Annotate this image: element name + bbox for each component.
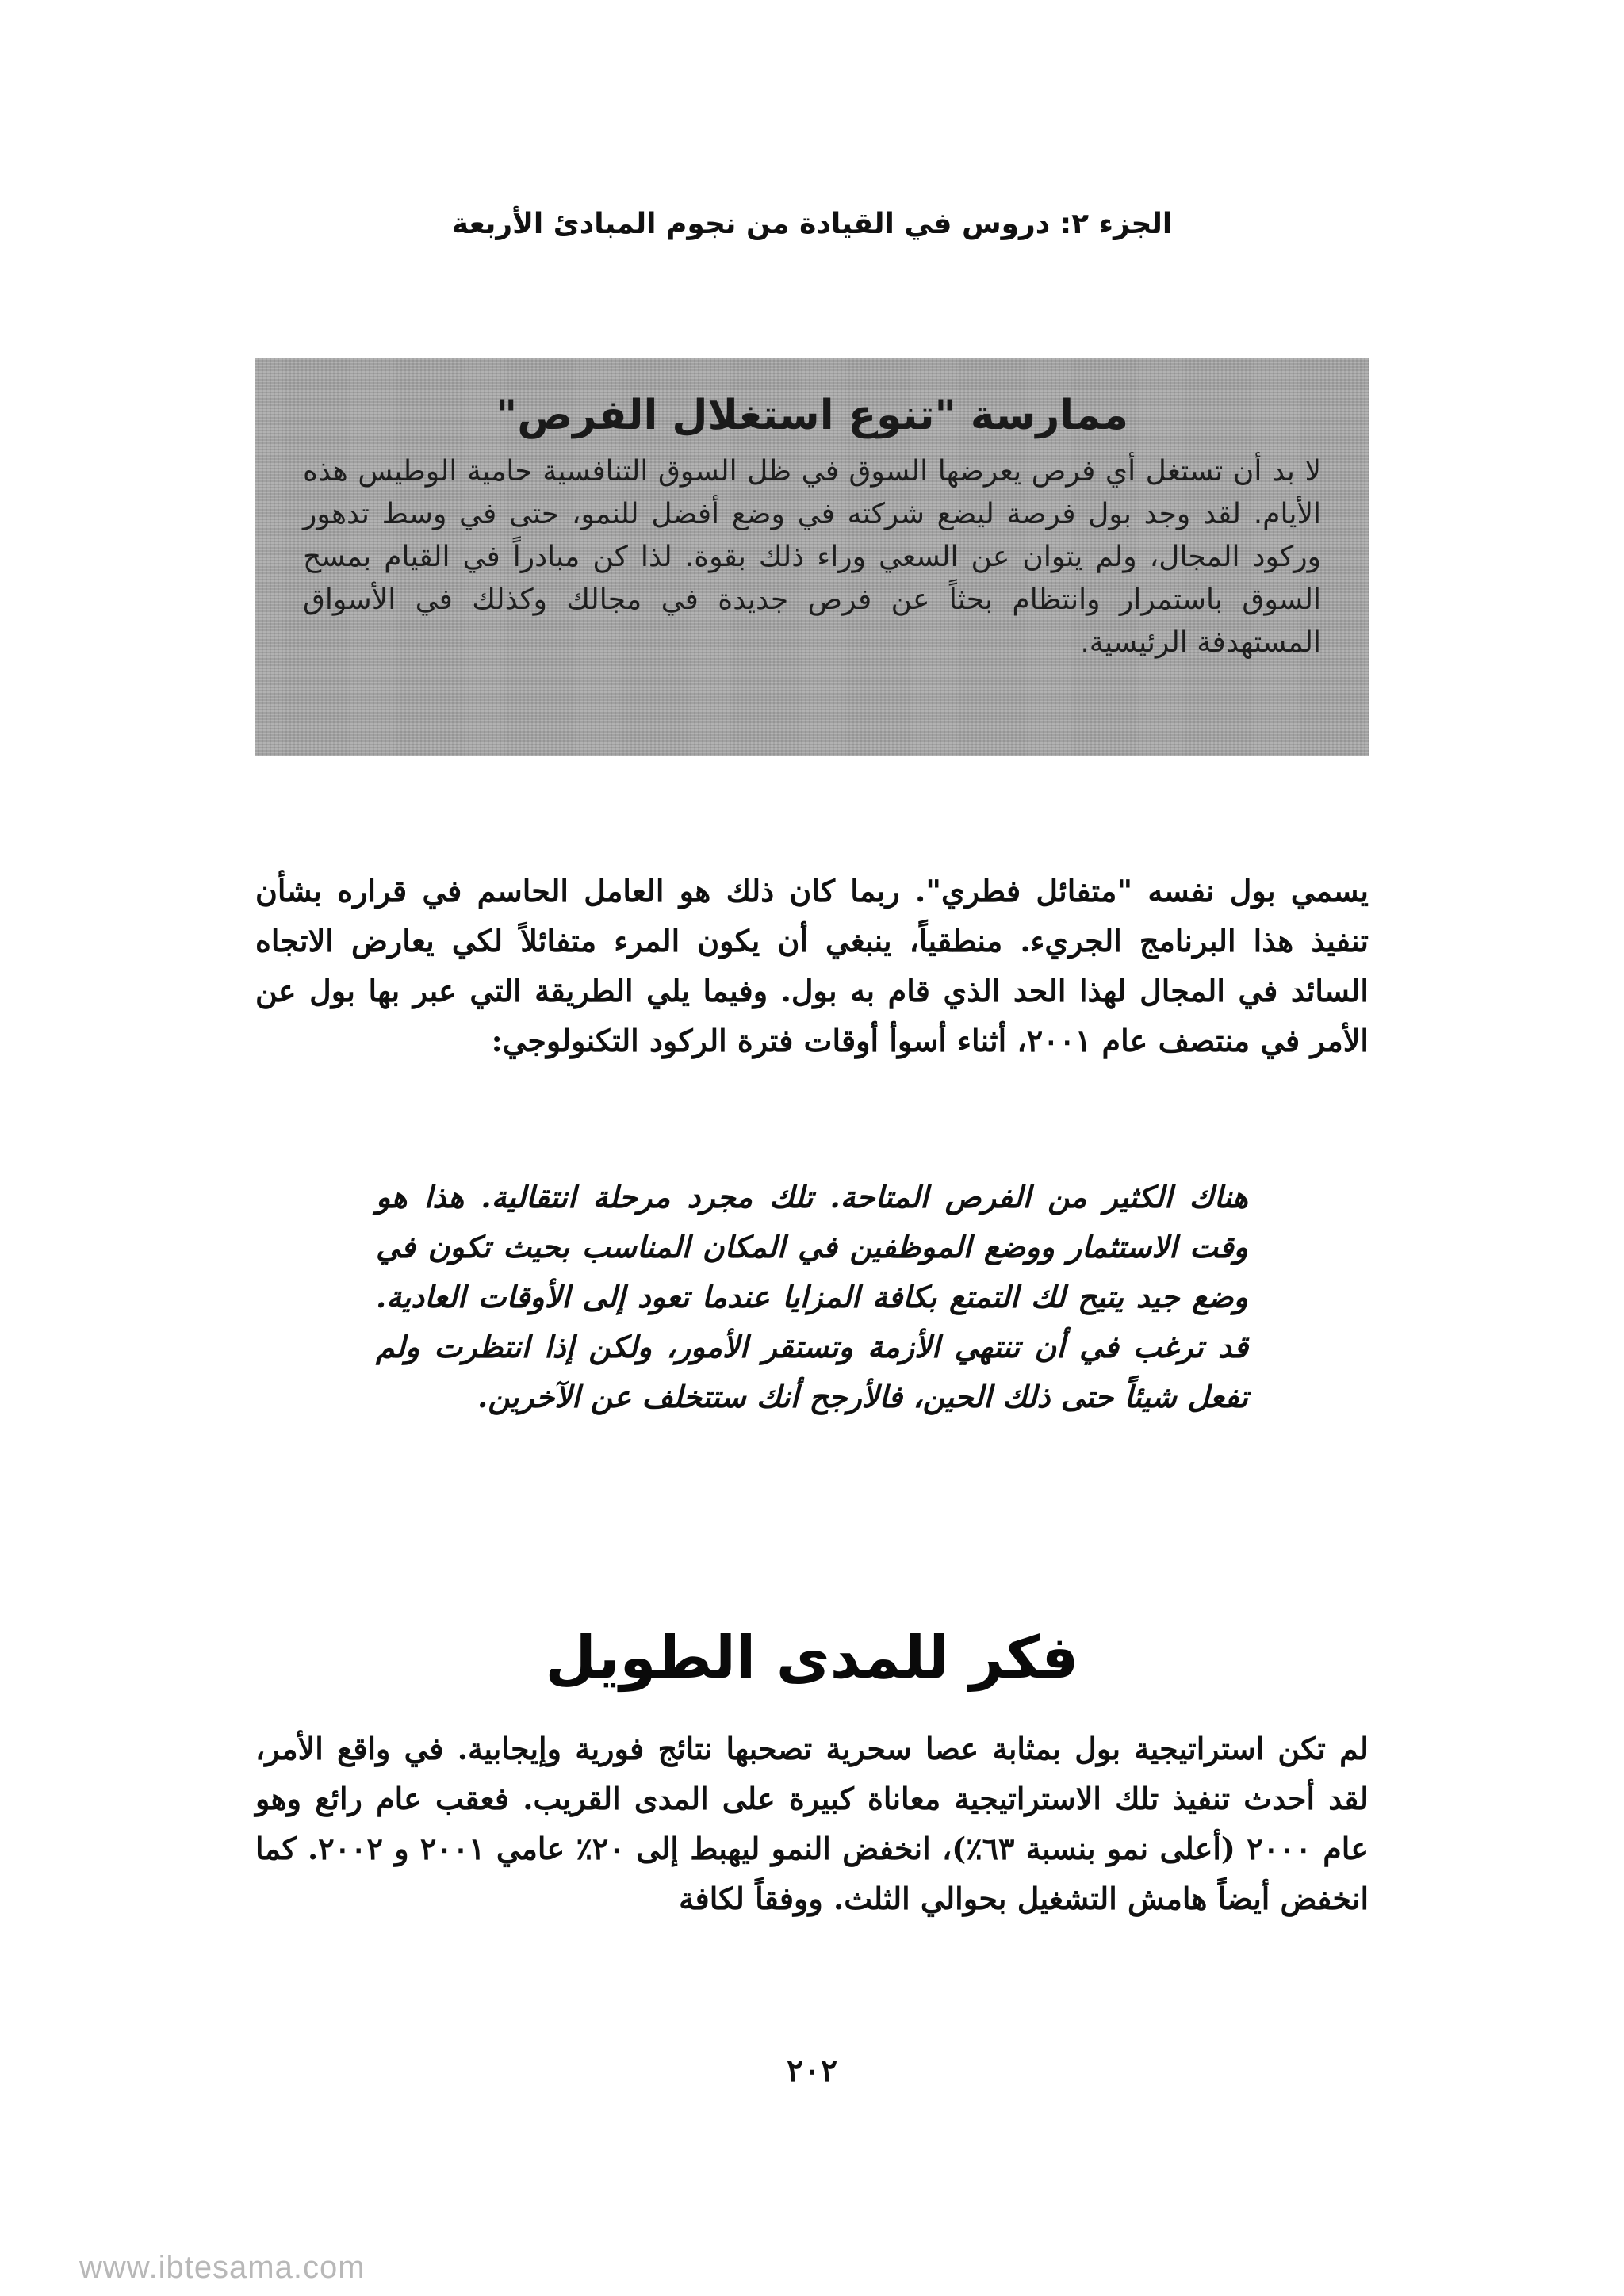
page-number: ٢٠٢	[786, 2052, 838, 2089]
section-heading: فكر للمدى الطويل	[545, 1624, 1079, 1692]
body-paragraph-2: لم تكن استراتيجية بول بمثابة عصا سحرية تصحبها نتائج فورية وإيجابية. في واقع الأمر، لقد أحدث تنفيذ تلك الاستراتيجية معاناة كبيرة على المدى القريب. فعقب عام رائع وهو عام ٢٠٠٠ (أعلى نمو بنسبة ٦٣٪)، انخفض النمو ليهبط إلى ٢٠٪ عامي ٢٠٠١ و ٢٠٠٢. كما انخفض أيضاً هامش التشغيل بحوالي الثلث. ووفقاً لكافة	[255, 1731, 1369, 1916]
site-watermark: www.ibtesama.com	[79, 2250, 366, 2285]
running-header: الجزء ٢: دروس في القيادة من نجوم المبادئ الأربعة	[451, 208, 1173, 240]
sidebar-title: ممارسة "تنوع استغلال الفرص"	[496, 392, 1128, 439]
sidebar-callout-box	[255, 358, 1369, 756]
block-quote: هناك الكثير من الفرص المتاحة. تلك مجرد مرحلة انتقالية. هذا هو وقت الاستثمار ووضع الموظفين في المكان المناسب بحيث تكون في وضع جيد يتيح لك التمتع بكافة المزايا عندما تعود إلى الأوقات العادية. قد ترغب في أن تنتهي الأزمة وتستقر الأمور، ولكن إذا انتظرت ولم تفعل شيئاً حتى ذلك الحين، فالأرجح أنك ستتخلف عن الآخرين.	[376, 1179, 1249, 1414]
sidebar-body-text: لا بد أن تستغل أي فرص يعرضها السوق في ظل السوق التنافسية حامية الوطيس هذه الأيام. لقد وجد بول فرصة ليضع شركته في وضع أفضل للنمو، حتى في وسط تدهور وركود المجال، ولم يتوان عن السعي وراء ذلك بقوة. لذا كن مبادراً في القيام بمسح السوق باستمرار وانتظام بحثاً عن فرص جديدة في مجالك وكذلك في الأسواق المستهدفة الرئيسية.	[303, 455, 1321, 659]
body-paragraph-1: يسمي بول نفسه "متفائل فطري". ربما كان ذلك هو العامل الحاسم في قراره بشأن تنفيذ هذا البرنامج الجريء. منطقياً، ينبغي أن يكون المرء متفائلاً لكي يعارض الاتجاه السائد في المجال لهذا الحد الذي قام به بول. وفيما يلي الطريقة التي عبر بها بول عن الأمر في منتصف عام ٢٠٠١، أثناء أسوأ أوقات فترة الركود التكنولوجي:	[255, 873, 1369, 1058]
